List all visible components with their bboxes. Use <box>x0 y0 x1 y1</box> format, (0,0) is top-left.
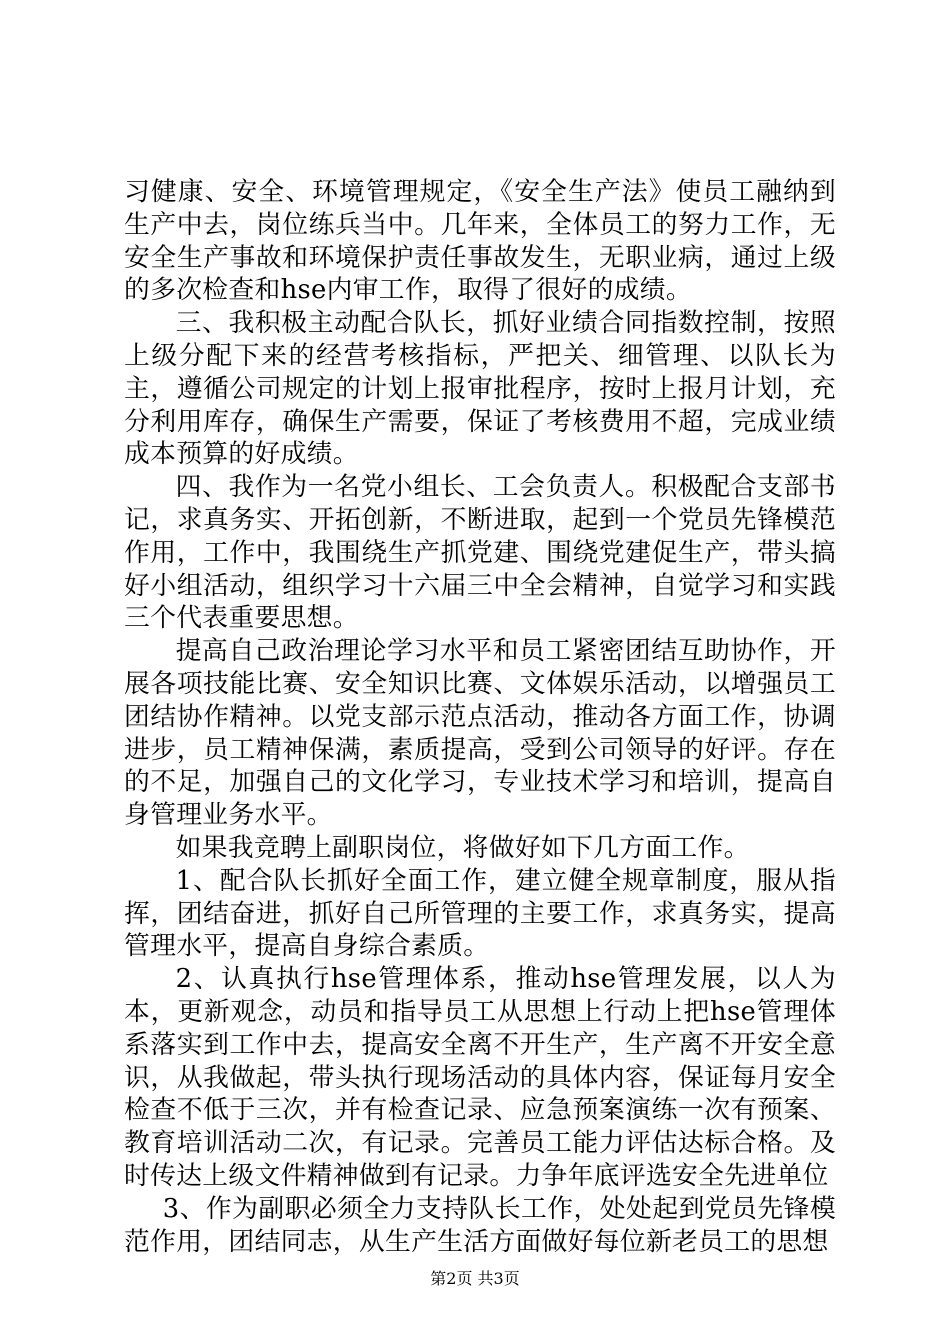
paragraph-item-three: 三、我积极主动配合队长，抓好业绩合同指数控制，按照上级分配下来的经营考核指标，严把关、细管理、以队长为主，遵循公司规定的计划上报审批程序，按时上报月计划，充分利用库存，确保生产需要，保证了考核费用不超，完成业绩成本预算的好成绩。 <box>124 308 836 470</box>
page-number-footer: 第2页 共3页 <box>430 1269 520 1288</box>
paragraph-plan-3: 3、作为副职必须全力支持队长工作，处处起到党员先锋模范作用，团结同志，从生产生活方面做好每位新老员工的思想 <box>124 1193 836 1257</box>
paragraph-political-study: 提高自己政治理论学习水平和员工紧密团结互助协作，开展各项技能比赛、安全知识比赛、文体娱乐活动，以增强员工团结协作精神。以党支部示范点活动，推动各方面工作，协调进步，员工精神保满，素质提高，受到公司领导的好评。存在的不足，加强自己的文化学习，专业技术学习和培训，提高自身管理业务水平。 <box>124 636 836 831</box>
paragraph-plan-2: 2、认真执行hse管理体系，推动hse管理发展，以人为本，更新观念，动员和指导员工从思想上行动上把hse管理体系落实到工作中去，提高安全离不开生产，生产离不开安全意识，从我做起，带头执行现场活动的具体内容，保证每月安全检查不低于三次，并有检查记录、应急预案演练一次有预案、教育培训活动二次，有记录。完善员工能力评估达标合格。及时传达上级文件精神做到有记录。力争年底评选安全先进单位 <box>124 964 836 1191</box>
paragraph-plan-1: 1、配合队长抓好全面工作，建立健全规章制度，服从指挥，团结奋进，抓好自己所管理的主要工作，求真务实，提高管理水平，提高自身综合素质。 <box>124 865 836 962</box>
document-body <box>124 176 836 1258</box>
paragraph-item-four: 四、我作为一名党小组长、工会负责人。积极配合支部书记，求真务实、开拓创新，不断进取，起到一个党员先锋模范作用，工作中，我围绕生产抓党建、围绕党建促生产，带头搞好小组活动，组织学习十六届三中全会精神，自觉学习和实践三个代表重要思想。 <box>124 472 836 634</box>
paragraph-if-appointed: 如果我竞聘上副职岗位，将做好如下几方面工作。 <box>175 832 750 863</box>
paragraph-continuation: 习健康、安全、环境管理规定，《安全生产法》使员工融纳到生产中去，岗位练兵当中。几年来，全体员工的努力工作，无安全生产事故和环境保护责任事故发生，无职业病，通过上级的多次检查和hse内审工作，取得了很好的成绩。 <box>124 177 836 306</box>
